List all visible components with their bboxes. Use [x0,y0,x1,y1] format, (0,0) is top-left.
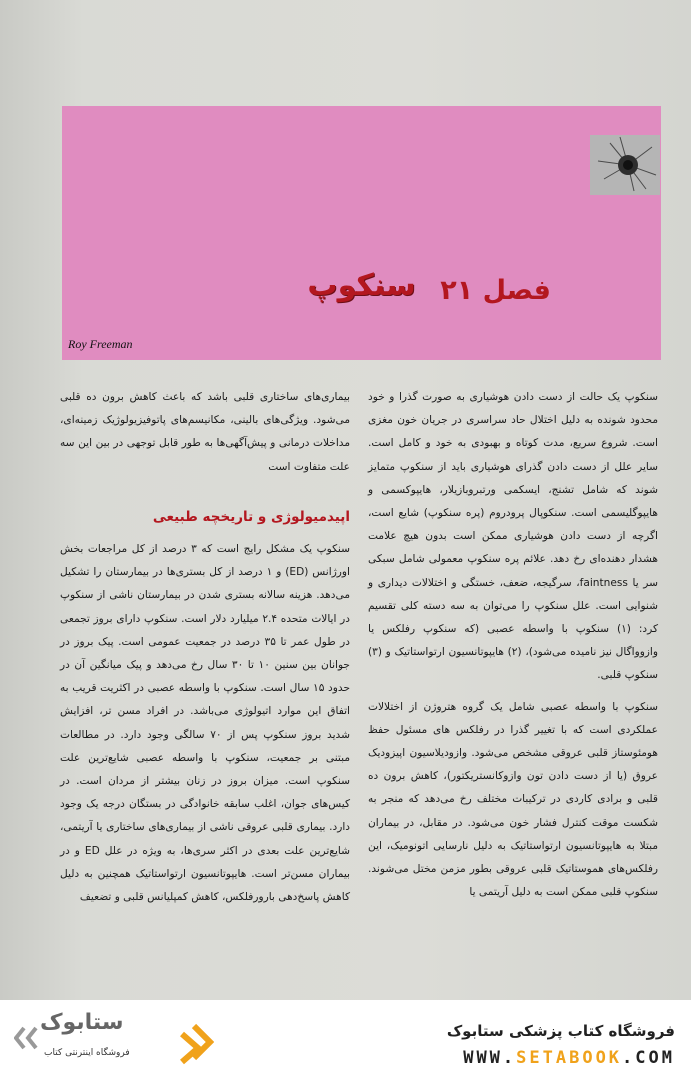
chapter-author: Roy Freeman [68,337,133,351]
paragraph: سنکوپ یک مشکل رایج است که ۳ درصد از کل مراجعات بخش اورژانس (ED) و ۱ درصد از کل بستری‌ها در بیمارستان را تشکیل می‌دهد. هزینه سالانه بستری شدن در بیمارستان ناشی از سنکوپ در ایالات متحده ۲.۴ میلیارد دلار است. سنکوپ دارای بروز تجمعی در طول عمر تا ۳۵ درصد در جمعیت عمومی است. پیک بروز در جوانان بین سنین ۱۰ تا ۳۰ سال رخ می‌دهد و پیک میانگین آن در حدود ۱۵ سال است. سنکوپ با واسطه عصبی در اکثریت قریب به اتفاق این موارد اتیولوژی می‌باشد. در افراد مسن تر، افزایش شدید بروز سنکوپ پس از ۷۰ سالگی وجود دارد. در مطالعات مبتنی بر جمعیت، سنکوپ با واسطه عصبی شایع‌ترین علت سنکوپ است. میزان بروز در زنان بیشتر از مردان است. در کیس‌های جوان، اغلب سابقه خانوادگی در بستگان درجه یک وجود دارد. بیماری قلبی عروقی ناشی از بیماری‌های ساختاری یا آریتمی، شایع‌ترین علت بعدی در اکثر سری‌ها، به ویژه در علل ED و در بیماران مسن‌تر است. هایپوتانسیون ارتواستاتیک همچنین به دلیل کاهش پاسخ‌دهی بارورفلکس، کاهش کمپلیانس قلبی و تضعیف [60,543,351,904]
chapter-title: سنکوپ [307,268,416,303]
url-prefix: WWW. [463,1048,517,1068]
chapter-thumbnail-image [590,135,660,195]
paragraph: بیماری‌های ساختاری قلبی باشد که باعث کاهش برون ده قلبی می‌شود. ویژگی‌های بالینی، مکانیسم‌های پاتوفیزیولوژیک زمینه‌ای، مداخلات درمانی و پیش‌آگهی‌ها به طور قابل توجهی در بین این سه علت متفاوت است [60,391,350,473]
paragraph: سنکوپ یک حالت از دست دادن هوشیاری به صورت گذرا و خود محدود شونده به دلیل اختلال حاد سراسری در جریان خون مغزی است. شروع سریع، مدت کوتاه و بهبودی به خود و کامل است. سایر علل از دست دادن گذرای هوشیاری باید از سنکوپ متمایز شوند که شامل تشنج، ایسکمی ورتبروبازیلار، هایپوکسمی و هایپوگلیسمی است. سنکوپال پرودروم (پره سنکوپ) شایع است، اگرچه از دست دادن هوشیاری ممکن است بدون هیچ علامت هشدار دهنده‌ای رخ دهد. علائم پره سنکوپ معمولی شامل سبکی سر یا faintness، سرگیجه، ضعف، خستگی و اختلالات دیداری و شنوایی است. علل سنکوپ را می‌توان به سه دسته کلی تقسیم کرد: (۱) سنکوپ با واسطه عصبی (که سنکوپ رفلکس یا وازوواگال نیز نامیده می‌شود)، (۲) هایپوتانسیون ارتواستاتیک و (۳) سنکوپ قلبی. [368,391,659,682]
chapter-label: فصل ۲۱ [440,275,551,306]
section-heading: اپیدمیولوژی و تاریخچه طبیعی [152,509,350,525]
cell-image-icon [590,135,660,195]
url-brand: SETABOOK [516,1048,623,1068]
chapter-banner [62,106,661,360]
logo-text: ستابوک [40,1010,124,1035]
store-footer [0,1000,691,1080]
left-column-body [60,538,350,917]
right-column [368,386,658,912]
left-column [60,386,350,487]
store-name: فروشگاه کتاب پزشکی ستابوک [446,1022,675,1040]
paragraph: سنکوپ با واسطه عصبی شامل یک گروه هتروژن از اختلالات عملکردی است که با تغییر گذرا در رفلکس های مسئول حفظ هومئوستاز قلبی عروقی مشخص می‌شود. وازودیلاسیون اپیزودیک عروق (یا از دست دادن تون وازوکانستریکتور)، کاهش برون ده قلبی و برادی کاردی در ترکیبات مختلف رخ می‌دهد که منجر به شکست موقت کنترل فشار خون می‌شود. در مقابل، در بیماران مبتلا به هایپوتانسیون ارتواستاتیک به دلیل نارسایی اتونومیک، این رفلکس‌های هموستاتیک قلبی عروقی بطور مزمن مختل می‌شوند. سنکوپ قلبی ممکن است به دلیل آریتمی یا [368,700,658,899]
logo-caption: فروشگاه اینترنتی کتاب [44,1048,130,1058]
url-suffix: .COM [622,1048,675,1068]
store-url[interactable] [463,1048,675,1068]
